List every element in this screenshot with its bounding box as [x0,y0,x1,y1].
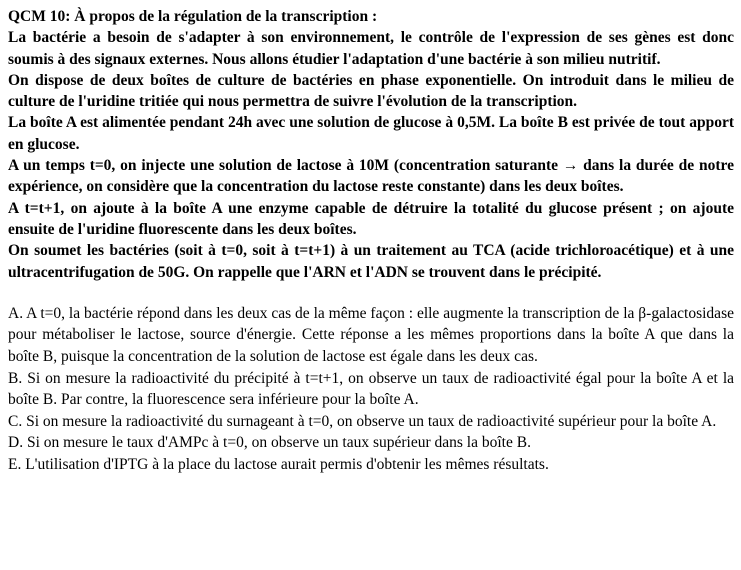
option-d [8,432,734,454]
option-a [8,303,734,368]
intro-paragraph-3: La boîte A est alimentée pendant 24h avec une solution de glucose à 0,5M. La boîte B est privée de tout apport en glucose. [8,114,734,153]
intro-paragraph-4: A un temps t=0, on injecte une solution de lactose à 10M (concentration saturante → dans la durée de notre expérience, on considère que la concentration du lactose reste constante) dans les deux boîtes. [8,157,734,196]
intro-paragraph-2: On dispose de deux boîtes de culture de bactéries en phase exponentielle. On introduit dans le milieu de culture de l'uridine tritiée qui nous permettra de suivre l'évolution de la transcription. [8,71,734,111]
option-d-text: Si on mesure le taux d'AMPc à t=0, on observe un taux supérieur dans la boîte B. [26,434,531,452]
option-a-letter: A. [8,304,24,322]
option-b [8,368,734,411]
option-b-letter: B. [8,369,23,387]
intro-paragraph-5: A t=t+1, on ajoute à la boîte A une enzyme capable de détruire la totalité du glucose présent ; on ajoute ensuite de l'uridine fluorescente dans les deux boîtes. [8,199,734,238]
option-e-text: L'utilisation d'IPTG à la place du lactose aurait permis d'obtenir les mêmes résultats. [25,456,549,474]
option-d-letter: D. [8,434,24,452]
option-c [8,411,734,433]
option-a-text: A t=0, la bactérie répond dans les deux cas de la même façon : elle augmente la transcription de la β-galactosidase pour métaboliser le lactose, source d'énergie. Cette réponse a les mêmes proportions dans la boîte A que dans la boîte B, puisque la concentration de la solution de lactose est égale dans les deux cas. [8,304,734,366]
intro-paragraph-6: On soumet les bactéries (soit à t=0, soit à t=t+1) à un traitement au TCA (acide trichloroacétique) et à une ultracentrifugation de 50G. On rappelle que l'ARN et l'ADN se trouvent dans le précipité. [8,242,734,281]
question-title: QCM 10: À propos de la régulation de la transcription : [8,8,378,25]
intro-paragraph-1: La bactérie a besoin de s'adapter à son environnement, le contrôle de l'expression de ses gènes est donc soumis à des signaux externes. Nous allons étudier l'adaptation d'une bactérie à son milieu nutritif. [8,29,734,68]
option-c-text: Si on mesure la radioactivité du surnageant à t=0, on observe un taux de radioactivité supérieur pour la boîte A. [26,412,717,430]
option-e [8,454,734,476]
option-c-letter: C. [8,412,23,430]
answer-options [8,303,734,476]
option-b-text: Si on mesure la radioactivité du précipité à t=t+1, on observe un taux de radioactivité égal pour la boîte A et la boîte B. Par contre, la fluorescence sera inférieure pour la boîte A. [8,369,735,409]
question-statement [8,6,734,283]
option-e-letter: E. [8,456,22,474]
